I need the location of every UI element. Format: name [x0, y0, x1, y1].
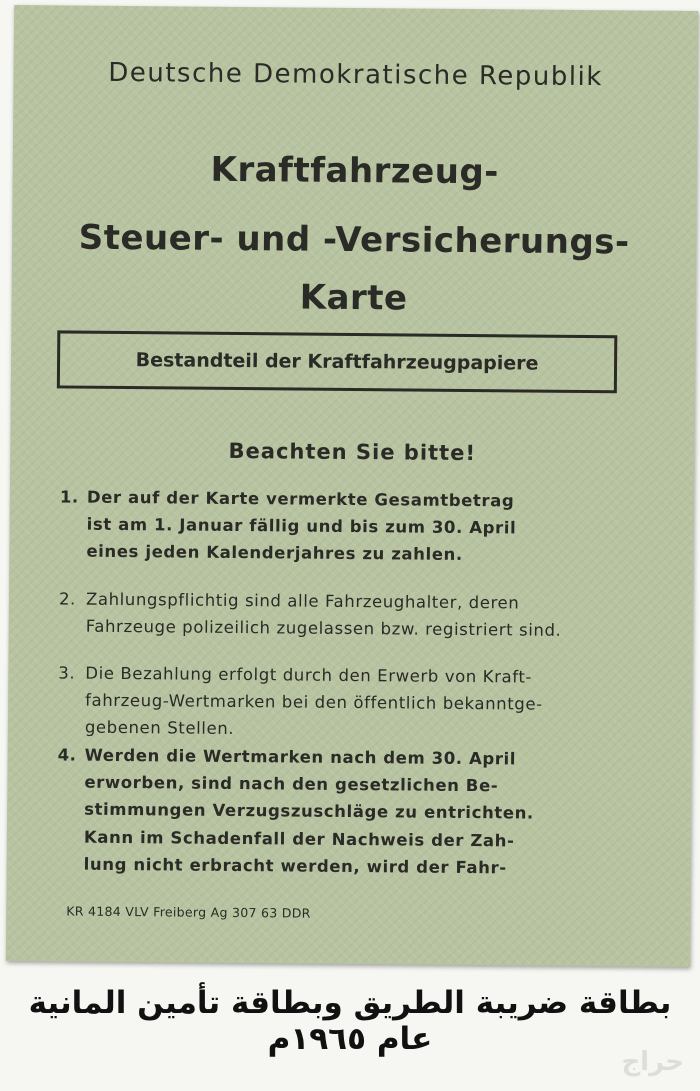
site-watermark: حراج [621, 1047, 684, 1077]
title-line-2: Steuer- und -Versicherungs- [78, 217, 630, 263]
item-text: Werden die Wertmarken nach dem 30. April erworben, sind nach den gesetzlichen Be- stimmungen Verzugszuschläge zu entrichten. [84, 745, 534, 823]
subtitle-box: Bestandteil der Kraftfahrzeugpapiere [57, 330, 617, 393]
list-item [59, 483, 650, 569]
closing-paragraph: Kann im Schadenfall der Nachweis der Zah- lung nicht erbracht werden, wird der Fahr- [83, 827, 515, 878]
title-line-1: Kraftfahrzeug- [210, 149, 500, 193]
country-header: Deutsche Demokratische Republik [108, 57, 604, 93]
item-text: Der auf der Karte vermerkte Gesamtbetrag ist am 1. Januar fällig und bis zum 30. April eines jeden Kalenderjahres zu zahlen. [86, 487, 517, 564]
arabic-caption: بطاقة ضريبة الطريق وبطاقة تأمين المانية عام ١٩٦٥م [28, 985, 672, 1057]
tax-insurance-card [6, 5, 698, 967]
item-text: Die Bezahlung erfolgt durch den Erwerb von Kraft- fahrzeug-Wertmarken bei den öffentlich bekanntge- gebenen Stellen. [84, 663, 543, 738]
list-item [57, 741, 648, 827]
print-code-footer: KR 4184 VLV Freiberg Ag 307 63 DDR [66, 903, 311, 921]
notice-heading: Beachten Sie bitte! [228, 438, 477, 466]
list-item [59, 585, 649, 644]
item-number: 3. [58, 663, 76, 683]
item-number: 4. [57, 745, 77, 765]
item-number: 2. [58, 589, 77, 609]
item-text: Zahlungspflichtig sind alle Fahrzeughalter, deren Fahrzeuge polizeilich zugelassen bzw. registriert sind. [85, 589, 562, 640]
title-line-3: Karte [299, 277, 408, 319]
item-number: 1. [59, 487, 79, 507]
list-item [58, 659, 649, 745]
